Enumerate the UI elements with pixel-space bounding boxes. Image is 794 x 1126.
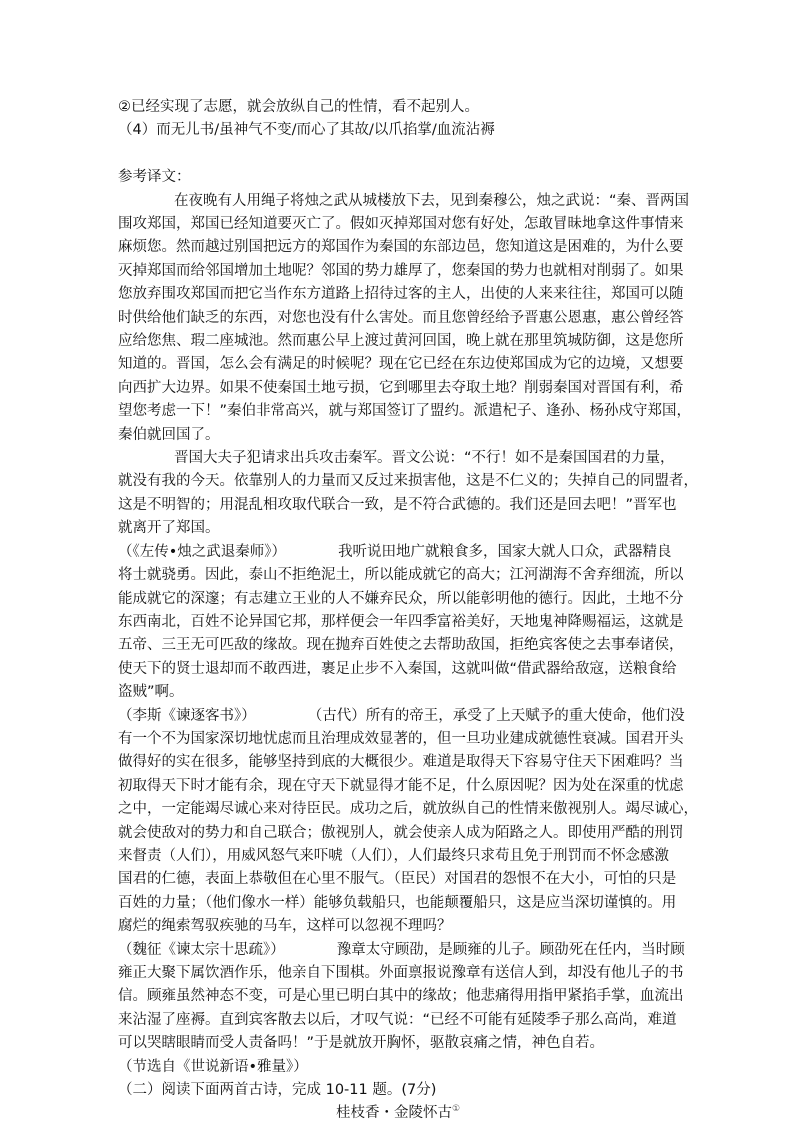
text-line: 灭掉郑国而给邻国增加土地呢？邻国的势力雄厚了，您秦国的势力也就相对削弱了。如果	[118, 262, 684, 279]
source-citation: （节选自《世说新语•雅量》）	[118, 1058, 308, 1075]
text-line	[118, 705, 685, 728]
document-page	[118, 96, 698, 1126]
text-line: 您放弃围攻郑国而把它当作东方道路上招待过客的主人，出使的人来来往往，郑国可以随	[118, 286, 684, 303]
section-heading: （二）阅读下面两首古诗，完成 10-11 题。(7分)	[118, 1082, 437, 1099]
text-line: 就离开了郑国。	[118, 520, 220, 537]
text-line	[118, 939, 685, 962]
text-line: 向西扩大边界。如果不使秦国土地亏损，它到哪里去夺取土地？削弱秦国对晋国有利，希	[118, 379, 684, 396]
text-line: 应给您焦、瑕二座城池。然而惠公早上渡过黄河回国，晚上就在那里筑城防御，这是您所	[118, 333, 684, 350]
text-line: 信。顾雍虽然神态不变，可是心里已明白其中的缘故；他悲痛得用指甲紧掐手掌，血流出	[118, 988, 684, 1005]
source-citation: （魏征《谏太宗十思疏》）	[118, 941, 285, 958]
text-run: 我听说田地广就粮食多，国家大就人口众，武器精良	[338, 543, 672, 560]
answer-item-4: （4）而无儿书/虽神气不变/而心了其故/以爪掐掌/血流沾褥	[118, 122, 495, 139]
translation-paragraph-4	[118, 705, 698, 939]
text-line: 使天下的贤士退却而不敢西进，裹足止步不入秦国，这就叫做“借武器给敌寇，送粮食给	[118, 660, 677, 677]
text-line: 就会使敌对的势力和自己联合；傲视别人，就会使亲人成为陌路之人。即使用严酷的刑罚	[118, 824, 684, 841]
footnote-marker: ①	[451, 1104, 461, 1115]
text-line: 这是不明智的；用混乱相攻取代联合一致，是不符合武德的。我们还是回去吧！”晋军也	[118, 496, 677, 513]
source-citation: （李斯《谏逐客书》）	[118, 707, 256, 724]
spacer	[118, 143, 678, 166]
text-line: 围攻郑国，郑国已经知道要灭亡了。假如灭掉郑国对您有好处，怎敢冒昧地拿这件事情来	[118, 216, 684, 233]
poem-title	[118, 1102, 678, 1125]
text-line: 望您考虑一下！”秦伯非常高兴，就与郑国签订了盟约。派遣杞子、逢孙、杨孙戍守郑国，	[118, 403, 692, 420]
answer-item-2: ②已经实现了志愿，就会放纵自己的性情，看不起别人。	[118, 99, 479, 115]
translation-paragraph-3	[118, 541, 684, 705]
translation-paragraph-2	[118, 447, 698, 541]
text-line: 之中，一定能竭尽诚心来对待臣民。成功之后，就放纵自己的性情来傲视别人。竭尽诚心，	[118, 801, 698, 818]
text-line: 国君的仁德，表面上恭敬但在心里不服气。（臣民）对国君的怨恨不在大小，可怕的只是	[118, 871, 677, 888]
text-line	[118, 541, 678, 564]
text-line: 腐烂的绳索驾驭疾驰的马车，这样可以忽视不理吗？	[118, 918, 452, 935]
translation-heading: 参考译文：	[118, 169, 191, 186]
text-line: 在夜晚有人用绳子将烛之武从城楼放下去，见到秦穆公，烛之武说：“秦、晋两国	[174, 192, 690, 209]
text-line: 来沾湿了座褥。直到宾客散去以后，才叹气说：“已经不可能有延陵季子那么高尚，难道	[118, 1011, 677, 1028]
text-line: 初取得天下时才能有余，现在守天下就显得才能不足，什么原因呢？因为处在深重的忧虑	[118, 777, 684, 794]
text-run: 豫章太守顾劭，是顾雍的儿子。顾劭死在任内，当时顾	[336, 941, 685, 958]
text-line: 时供给他们缺乏的东西，对您也没有什么害处。而且您曾经给予晋惠公恩惠，惠公曾经答	[118, 309, 684, 326]
text-run: （古代）所有的帝王，承受了上天赋予的重大使命，他们没	[307, 707, 685, 724]
text-line: 雍正大聚下属饮酒作乐，他亲自下围棋。外面禀报说豫章有送信人到，却没有他儿子的书	[118, 965, 684, 982]
text-line: 五帝、三王无可匹敌的缘故。现在抛弃百姓使之去帮助敌国，拒绝宾客使之去事奉诸侯，	[118, 637, 684, 654]
text-line: 有一个不为国家深切地忧虑而且治理成效显著的，但一旦功业建成就德性衰减。国君开头	[118, 730, 684, 747]
text-line: 东西南北，百姓不论异国它邦，那样便会一年四季富裕美好，天地鬼神降赐福运，这就是	[118, 613, 684, 630]
text-line: 来督责（人们），用威风怒气来吓唬（人们），人们最终只求苟且免于刑罚而不怀念感激	[118, 847, 669, 864]
text-line: 百姓的力量；（他们像水一样）能够负载船只，也能颠覆船只，这是应当深切谨慎的。用	[118, 894, 677, 911]
text-line: 盗贼”啊。	[118, 684, 184, 701]
text-line: 能成就它的深邃；有志建立王业的人不嫌弃民众，所以能彰明他的德行。因此，土地不分	[118, 590, 684, 607]
text-line: 知道的。晋国，怎么会有满足的时候呢？现在它已经在东边使郑国成为它的边境，又想要	[118, 356, 684, 373]
text-line: 秦伯就回国了。	[118, 426, 220, 443]
source-citation: （《左传•烛之武退秦师》）	[118, 543, 287, 560]
text-line: 麻烦您。然而越过别国把远方的郑国作为秦国的东部边邑，您知道这是困难的，为什么要	[118, 239, 684, 256]
poem-title-text: 桂枝香・金陵怀古	[335, 1105, 452, 1122]
text-line: 做得好的实在很多，能够坚持到底的大概很少。难道是取得天下容易守住天下困难吗？当	[118, 754, 684, 771]
text-line: 就没有我的今天。依靠别人的力量而又反过来损害他，这是不仁义的；失掉自己的同盟者，	[118, 473, 698, 490]
text-line: 晋国大夫子犯请求出兵攻击秦军。晋文公说：“不行！如不是秦国国君的力量，	[174, 450, 675, 467]
translation-paragraph-1	[118, 190, 692, 447]
text-line: 可以哭瞎眼睛而受人责备吗！”于是就放开胸怀，驱散哀痛之情，神色自若。	[118, 1035, 605, 1052]
text-line: 将士就骁勇。因此，泰山不拒绝泥土，所以能成就它的高大；江河湖海不舍弃细流，所以	[118, 567, 684, 584]
translation-paragraph-5	[118, 939, 685, 1079]
